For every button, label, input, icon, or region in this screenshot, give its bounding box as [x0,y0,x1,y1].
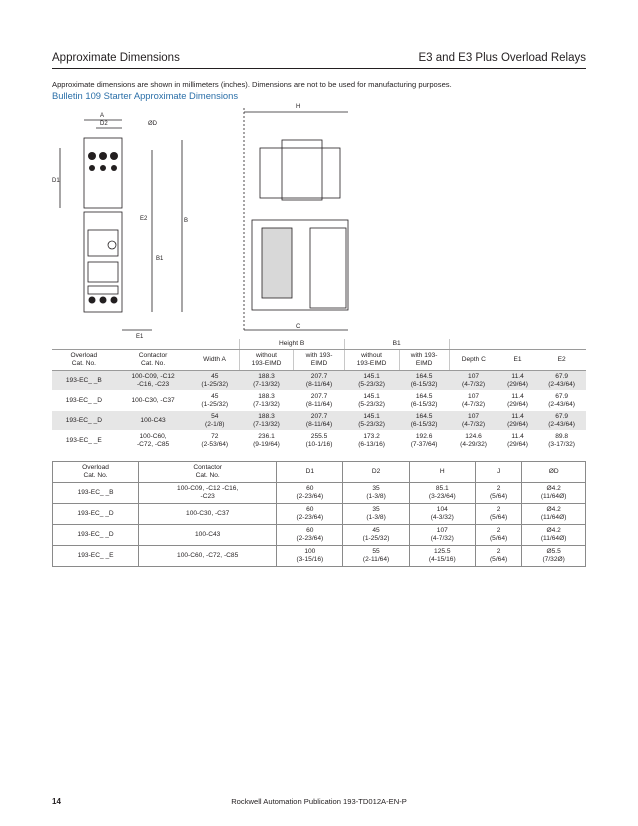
column-header: Contactor Cat. No. [116,350,191,371]
column-header: without 193-EIMD [239,350,294,371]
table-row [53,525,586,546]
table-cell: 188.3 (7-13/32) [239,371,294,391]
table-cell: 207.7 (8-11/64) [294,371,344,391]
table-row [53,483,586,504]
label-H: H [296,104,301,110]
page-number: 14 [52,797,61,806]
table-cell: 45 (1-25/32) [190,391,239,411]
table-cell: 145.1 (5-23/32) [344,371,399,391]
table-cell: 192.6 (7-37/64) [399,431,449,451]
table-cell: 100-C43 [139,525,277,546]
table2-column-headers [53,462,586,483]
table-cell: 67.9 (2-43/64) [537,411,586,431]
table-cell: 107 (4-7/32) [449,411,498,431]
table-cell: 164.5 (6-15/32) [399,371,449,391]
starter-dimension-drawing [52,100,352,340]
table-cell: 100-C60, -C72, -C85 [116,431,191,451]
label-E2: E2 [140,216,148,222]
table-cell: 45 (1-25/32) [190,371,239,391]
table-cell: 193-EC_ _D [52,391,116,411]
table-cell: 60 (2-23/64) [277,504,343,525]
column-header: Overload Cat. No. [52,350,116,371]
table-cell: 100-C30, -C37 [116,391,191,411]
table-cell: 193-EC_ _D [53,504,139,525]
side-view-contactor [260,148,340,198]
table-cell: 193-EC_ _B [52,371,116,391]
column-header: without 193-EIMD [344,350,399,371]
table-cell: 173.2 (6-13/16) [344,431,399,451]
table-cell: 164.5 (6-15/32) [399,391,449,411]
table-cell: 193-EC_ _D [52,411,116,431]
table-cell: 107 (4-7/32) [409,525,475,546]
table-cell: 193-EC_ _D [53,525,139,546]
table-cell: 124.6 (4-29/32) [449,431,498,451]
column-header: with 193- EIMD [399,350,449,371]
table-cell: 35 (1-3/8) [343,483,409,504]
table-cell: 2 (5/64) [475,546,521,567]
starter-dimensions-table [52,339,586,451]
column-header: E2 [537,350,586,371]
label-C: C [296,324,301,330]
table-row [52,391,586,411]
table2-body [53,483,586,567]
table-cell: Ø4.2 (11/64Ø) [522,504,586,525]
header-rule [52,68,586,69]
table-cell: 193-EC_ _E [52,431,116,451]
front-view-contactor [84,138,122,208]
label-B: B [184,218,189,224]
table-cell: 11.4 (29/64) [498,411,537,431]
intro-note: Approximate dimensions are shown in millimeters (inches). Dimensions are not to be used for manufacturing purposes. [52,80,452,89]
table-cell: 100-C43 [116,411,191,431]
column-header: with 193- EIMD [294,350,344,371]
table-cell: Ø5.5 (7/32Ø) [522,546,586,567]
table-cell: 2 (5/64) [475,525,521,546]
table-cell: 100 (3-15/16) [277,546,343,567]
column-header: Contactor Cat. No. [139,462,277,483]
drawing-subheading: Bulletin 109 Starter Approximate Dimensions [52,90,239,101]
column-header: E1 [498,350,537,371]
table-cell: 255.5 (10-1/16) [294,431,344,451]
label-D1: D1 [52,178,60,184]
table-cell: 60 (2-23/64) [277,525,343,546]
table-row [52,431,586,451]
table-cell: 35 (1-3/8) [343,504,409,525]
table-cell: 72 (2-53/64) [190,431,239,451]
table-cell: 107 (4-7/32) [449,371,498,391]
table-cell: 188.3 (7-13/32) [239,411,294,431]
table-row [53,546,586,567]
publication-number: Rockwell Automation Publication 193-TD012A-EN-P [231,797,407,806]
table-cell: 100-C09, -C12 -C16, -C23 [116,371,191,391]
table-cell: 45 (1-25/32) [343,525,409,546]
table-row [53,504,586,525]
label-E1: E1 [136,334,144,340]
table-cell: 67.9 (2-43/64) [537,391,586,411]
column-header: Overload Cat. No. [53,462,139,483]
table-cell: 11.4 (29/64) [498,431,537,451]
table-cell: 100-C30, -C37 [139,504,277,525]
section-title: Approximate Dimensions [52,52,180,64]
table-cell: 67.9 (2-43/64) [537,371,586,391]
column-header: J [475,462,521,483]
label-OD: ØD [148,121,157,127]
table-cell: 107 (4-7/32) [449,391,498,411]
table-cell: 2 (5/64) [475,504,521,525]
column-header: H [409,462,475,483]
table-cell: 2 (5/64) [475,483,521,504]
group-b1: B1 [344,339,449,350]
table-row [52,371,586,391]
table-cell: 11.4 (29/64) [498,371,537,391]
table-cell: 236.1 (9-19/64) [239,431,294,451]
table-cell: 193-EC_ _E [53,546,139,567]
column-header: D2 [343,462,409,483]
group-height-b: Height B [239,339,344,350]
table-cell: 100-C60, -C72, -C85 [139,546,277,567]
table-row [52,411,586,431]
label-B1: B1 [156,256,164,262]
table-cell: 60 (2-23/64) [277,483,343,504]
table-cell: 207.7 (8-11/64) [294,411,344,431]
table1-body [52,371,586,451]
table-cell: 85.1 (3-23/64) [409,483,475,504]
table-cell: 145.1 (5-23/32) [344,411,399,431]
table-cell: Ø4.2 (11/64Ø) [522,483,586,504]
table-cell: 188.3 (7-13/32) [239,391,294,411]
column-header: Width A [190,350,239,371]
table-cell: 207.7 (8-11/64) [294,391,344,411]
table-cell: 104 (4-3/32) [409,504,475,525]
table1-column-headers [52,350,586,371]
mounting-dimensions-table [52,461,586,567]
column-header: ØD [522,462,586,483]
table-cell: 11.4 (29/64) [498,391,537,411]
table-cell: 55 (2-11/64) [343,546,409,567]
label-A: A [100,113,105,119]
table-cell: 89.8 (3-17/32) [537,431,586,451]
column-header: Depth C [449,350,498,371]
table-cell: 54 (2-1/8) [190,411,239,431]
label-D2: D2 [100,121,108,127]
column-header: D1 [277,462,343,483]
table-cell: 164.5 (6-15/32) [399,411,449,431]
table-cell: 125.5 (4-15/16) [409,546,475,567]
table-cell: 100-C09, -C12 -C16, -C23 [139,483,277,504]
product-title: E3 and E3 Plus Overload Relays [418,52,586,64]
table-cell: 145.1 (5-23/32) [344,391,399,411]
table-cell: 193-EC_ _B [53,483,139,504]
table-cell: Ø4.2 (11/64Ø) [522,525,586,546]
